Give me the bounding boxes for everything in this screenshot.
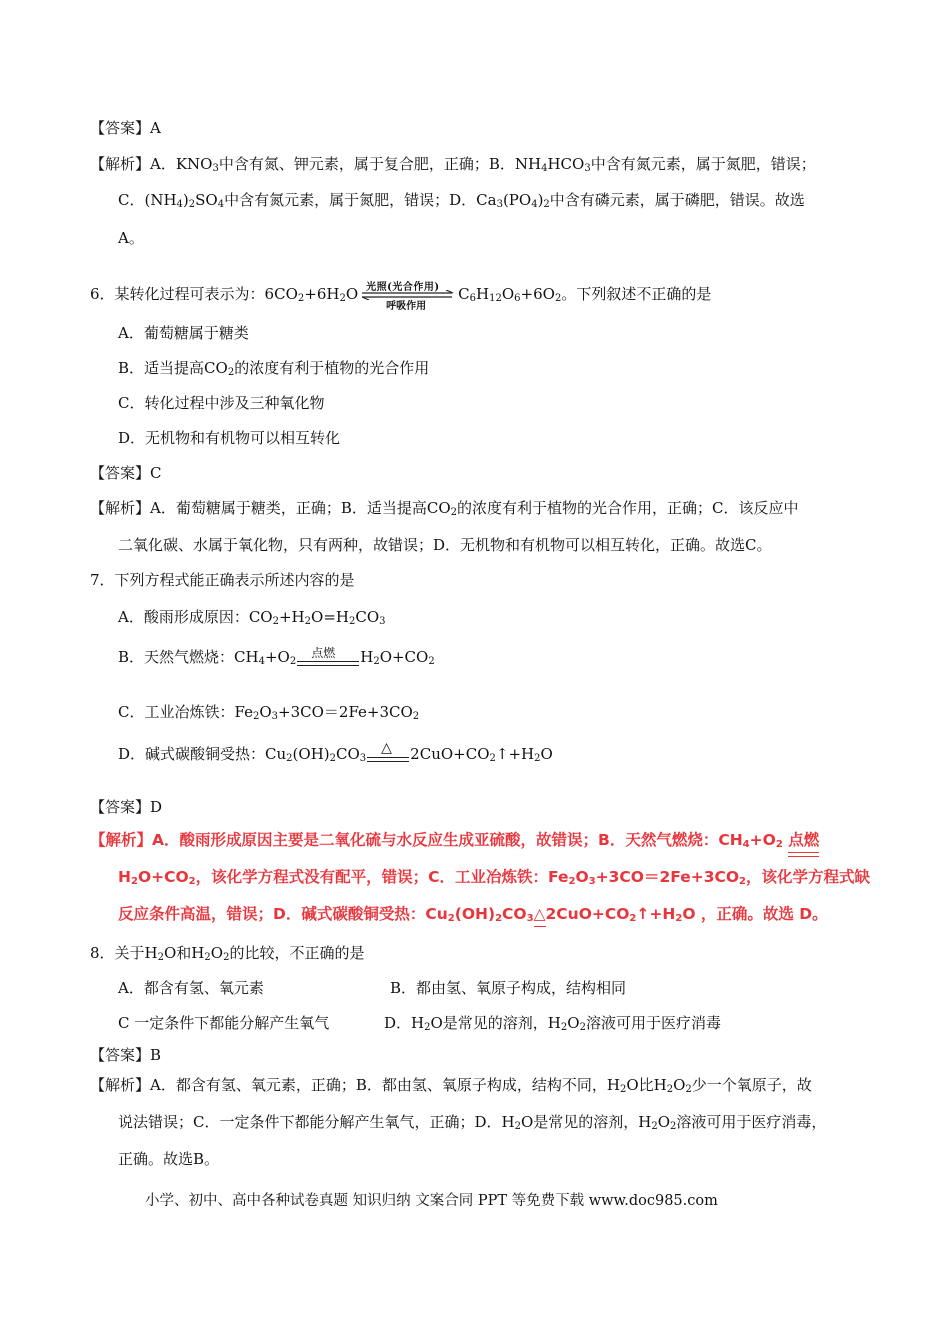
analysis-q7-line1: 【解析】A．酸雨形成原因主要是二氧化硫与水反应生成亚硫酸，故错误；B．天然气燃烧：$CH_4+O_2$ 点燃 [90,830,819,850]
q7-option-d: D．碱式碳酸铜受热：$Cu_2(OH)_2CO_3$ △ $2CuO+CO_2↑+H_2O$ [118,740,553,764]
analysis-q8-line3: 正确。故选B。 [118,1150,220,1168]
q8-option-c: C 一定条件下都能分解产生氧气 [118,1014,330,1032]
heat-condition: △ [367,744,409,766]
q6-option-d: D．无机物和有机物可以相互转化 [118,429,341,447]
ignite-condition: 点燃 [297,647,359,669]
answer-q7: 【答案】D [90,798,163,816]
q6-option-b: B．适当提高$CO_2$的浓度有利于植物的光合作用 [118,359,430,378]
reversible-arrow: 光照(光合作用) 呼吸作用 [360,280,456,310]
page-footer: 小学、初中、高中各种试卷真题 知识归纳 文案合同 PPT 等免费下载 www.doc985.com [145,1193,718,1209]
q7-option-c: C．工业冶炼铁：$Fe_2O_3+3CO=2Fe+3CO_2$ [118,703,420,722]
q8-option-a: A．都含有氢、氧元素 [118,979,264,997]
analysis-q5-line1: 【解析】A．$KNO_3$中含有氮、钾元素，属于复合肥，正确；B．$NH_4HCO_3$中含有氮元素，属于氮肥，错误； [90,155,816,174]
answer-q8: 【答案】B [90,1046,162,1064]
question-7-stem: 7．下列方程式能正确表示所述内容的是 [90,571,355,589]
analysis-q7-line3: 反应条件高温，错误；D．碱式碳酸铜受热：$Cu_2(OH)_2CO_3\triangle$ $2CuO+CO_2↑+H_2O$ ，正确。故选 D。 [118,904,828,924]
analysis-q7-line2: $H_2O+CO_2$，该化学方程式没有配平，错误；C．工业冶炼铁：$Fe_2O_3+3CO=2Fe+3CO_2$，该化学方程式缺 [118,868,871,887]
analysis-q6-line2: 二氧化碳、水属于氧化物，只有两种，故错误；D．无机物和有机物可以相互转化，正确。故选C。 [118,536,772,554]
analysis-q8-line1: 【解析】A．都含有氢、氧元素，正确；B．都由氢、氧原子构成，结构不同，$H_2O$比$H_2O_2$少一个氧原子，故 [90,1076,812,1095]
question-6-stem: 6．某转化过程可表示为：$6CO_2+6H_2O$ 光照(光合作用) 呼吸作用 $C_6H_{12}O_6+6O_2$。下列叙述不正确的是 [90,282,712,312]
analysis-q8-line2: 说法错误；C．一定条件下都能分解产生氧气，正确；D．$H_2O$是常见的溶剂，$H_2O_2$溶液可用于医疗消毒， [118,1113,827,1132]
q6-option-c: C．转化过程中涉及三种氧化物 [118,394,325,412]
q8-option-d: D．$H_2O$是常见的溶剂，$H_2O_2$溶液可用于医疗消毒 [384,1014,721,1033]
analysis-q6-line1: 【解析】A．葡萄糖属于糖类，正确；B．适当提高$CO_2$的浓度有利于植物的光合作用，正确；C．该反应中 [90,499,799,518]
q6-option-a: A．葡萄糖属于糖类 [118,324,249,342]
analysis-q5-line2: C．$(NH_4)_2SO_4$中含有氮元素，属于氮肥，错误；D．$Ca_3(PO_4)_2$中含有磷元素，属于磷肥，错误。故选 [118,191,805,210]
answer-q6: 【答案】C [90,464,162,482]
q7-option-b: B．天然气燃烧：$CH_4+O_2$ 点燃 $H_2O+CO_2$ [118,646,435,667]
q7-option-a: A．酸雨形成原因：$CO_2+H_2O=H_2CO_3$ [118,608,386,627]
answer-q5: 【答案】A [90,119,161,137]
question-8-stem: 8．关于$H_2O$和$H_2O_2$的比较，不正确的是 [90,944,365,963]
analysis-q5-line3: A。 [118,229,144,247]
q8-option-b: B．都由氢、氧原子构成，结构相同 [390,979,627,997]
